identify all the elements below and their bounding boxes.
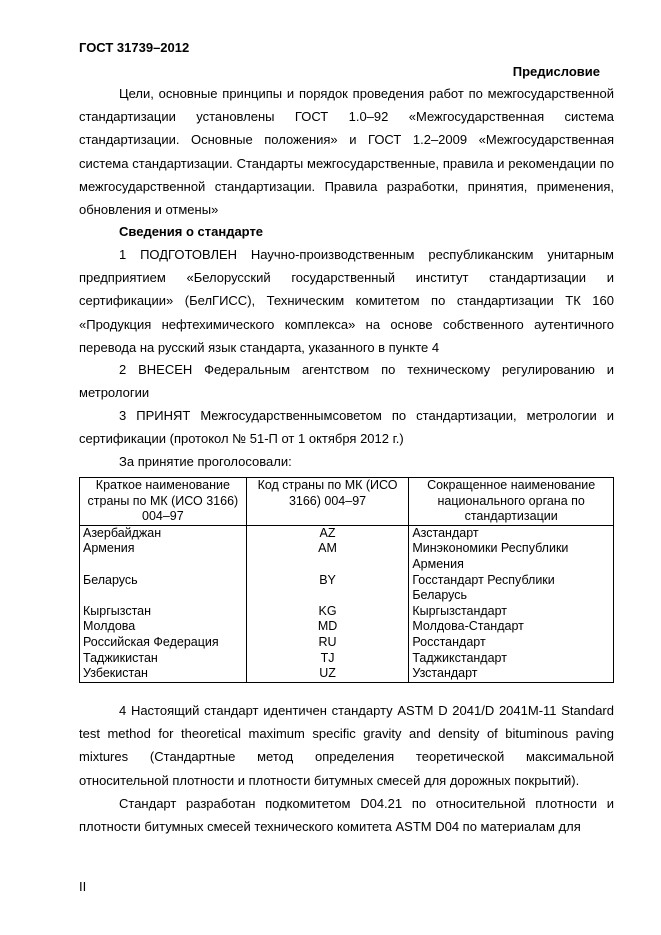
table-row xyxy=(80,666,614,682)
country-name: Кыргызстан xyxy=(80,604,247,620)
standard-info-subtitle: Сведения о стандарте xyxy=(119,224,264,239)
standards-body: Таджикстандарт xyxy=(409,651,614,667)
column-header-body: Сокращенное наименование национального органа по стандартизации xyxy=(409,478,614,526)
standards-body: Минэкономики Республики Армения xyxy=(409,541,614,572)
table-row xyxy=(80,651,614,667)
item-3-adopted: 3 ПРИНЯТ Межгосударственнымсоветом по стандартизации, метрологии и сертификации (протокол № 51-П от 1 октября 2012 г.) xyxy=(79,408,614,447)
country-code: KG xyxy=(246,604,409,620)
country-code: AZ xyxy=(246,525,409,541)
country-name: Азербайджан xyxy=(80,525,247,541)
country-code: TJ xyxy=(246,651,409,667)
voted-label: За принятие проголосовали: xyxy=(119,454,292,469)
table-row xyxy=(80,619,614,635)
column-header-code: Код страны по МК (ИСО 3166) 004–97 xyxy=(246,478,409,526)
table-row xyxy=(80,525,614,541)
table-header-row xyxy=(80,478,614,526)
table-row xyxy=(80,635,614,651)
standards-body: Госстандарт Республики Беларусь xyxy=(409,573,614,604)
preface-title: Предисловие xyxy=(512,64,600,79)
item-2-submitted: 2 ВНЕСЕН Федеральным агентством по техническому регулированию и метрологии xyxy=(79,362,614,401)
item-1-prepared: 1 ПОДГОТОВЛЕН Научно-производственным республиканским унитарным предприятием «Белорусский государственный институт стандартизации и сертификации» (БелГИСС), Техническим комитетом по стандартизации ТК 160 «Продукция нефтехимического комплекса» на основе собственного аутентичного перевода на русский язык стандарта, указанного в пункте 4 xyxy=(79,247,614,355)
country-code: BY xyxy=(246,573,409,604)
standards-body: Узстандарт xyxy=(409,666,614,682)
preface-intro-paragraph: Цели, основные принципы и порядок проведения работ по межгосударственной стандартизации установлены ГОСТ 1.0–92 «Межгосударственная система стандартизации. Основные положения» и ГОСТ 1.2–2009 «Межгосударственная система стандартизации. Стандарты межгосударственные, правила и рекомендации по межгосударственной стандартизации. Правила разработки, принятия, применения, обновления и отмены» xyxy=(79,86,614,218)
column-header-country: Краткое наименование страны по МК (ИСО 3166) 004–97 xyxy=(80,478,247,526)
standards-body: Росстандарт xyxy=(409,635,614,651)
table-row xyxy=(80,604,614,620)
country-name: Российская Федерация xyxy=(80,635,247,651)
country-code: RU xyxy=(246,635,409,651)
voting-countries-table xyxy=(79,477,614,683)
table-row xyxy=(80,541,614,572)
table-row xyxy=(80,573,614,604)
country-name: Узбекистан xyxy=(80,666,247,682)
country-code: AM xyxy=(246,541,409,572)
standards-body: Азстандарт xyxy=(409,525,614,541)
country-name: Армения xyxy=(80,541,247,572)
country-code: UZ xyxy=(246,666,409,682)
item-4-continuation: Стандарт разработан подкомитетом D04.21 по относительной плотности и плотности битумных смесей технического комитета ASTM D04 по материалам для xyxy=(79,796,614,835)
country-name: Молдова xyxy=(80,619,247,635)
standards-body: Молдова-Стандарт xyxy=(409,619,614,635)
standards-body: Кыргызстандарт xyxy=(409,604,614,620)
country-code: MD xyxy=(246,619,409,635)
page-number: II xyxy=(79,879,87,894)
item-4-identical-standard: 4 Настоящий стандарт идентичен стандарту ASTM D 2041/D 2041M-11 Standard test method for theoretical maximum specific gravity and density of bituminous paving mixtures (Стандартные метод определения теоретической максимальной относительной плотности и плотности битумных смесей для дорожных покрытий). xyxy=(79,703,614,788)
country-name: Беларусь xyxy=(80,573,247,604)
document-number: ГОСТ 31739–2012 xyxy=(79,40,190,55)
country-name: Таджикистан xyxy=(80,651,247,667)
